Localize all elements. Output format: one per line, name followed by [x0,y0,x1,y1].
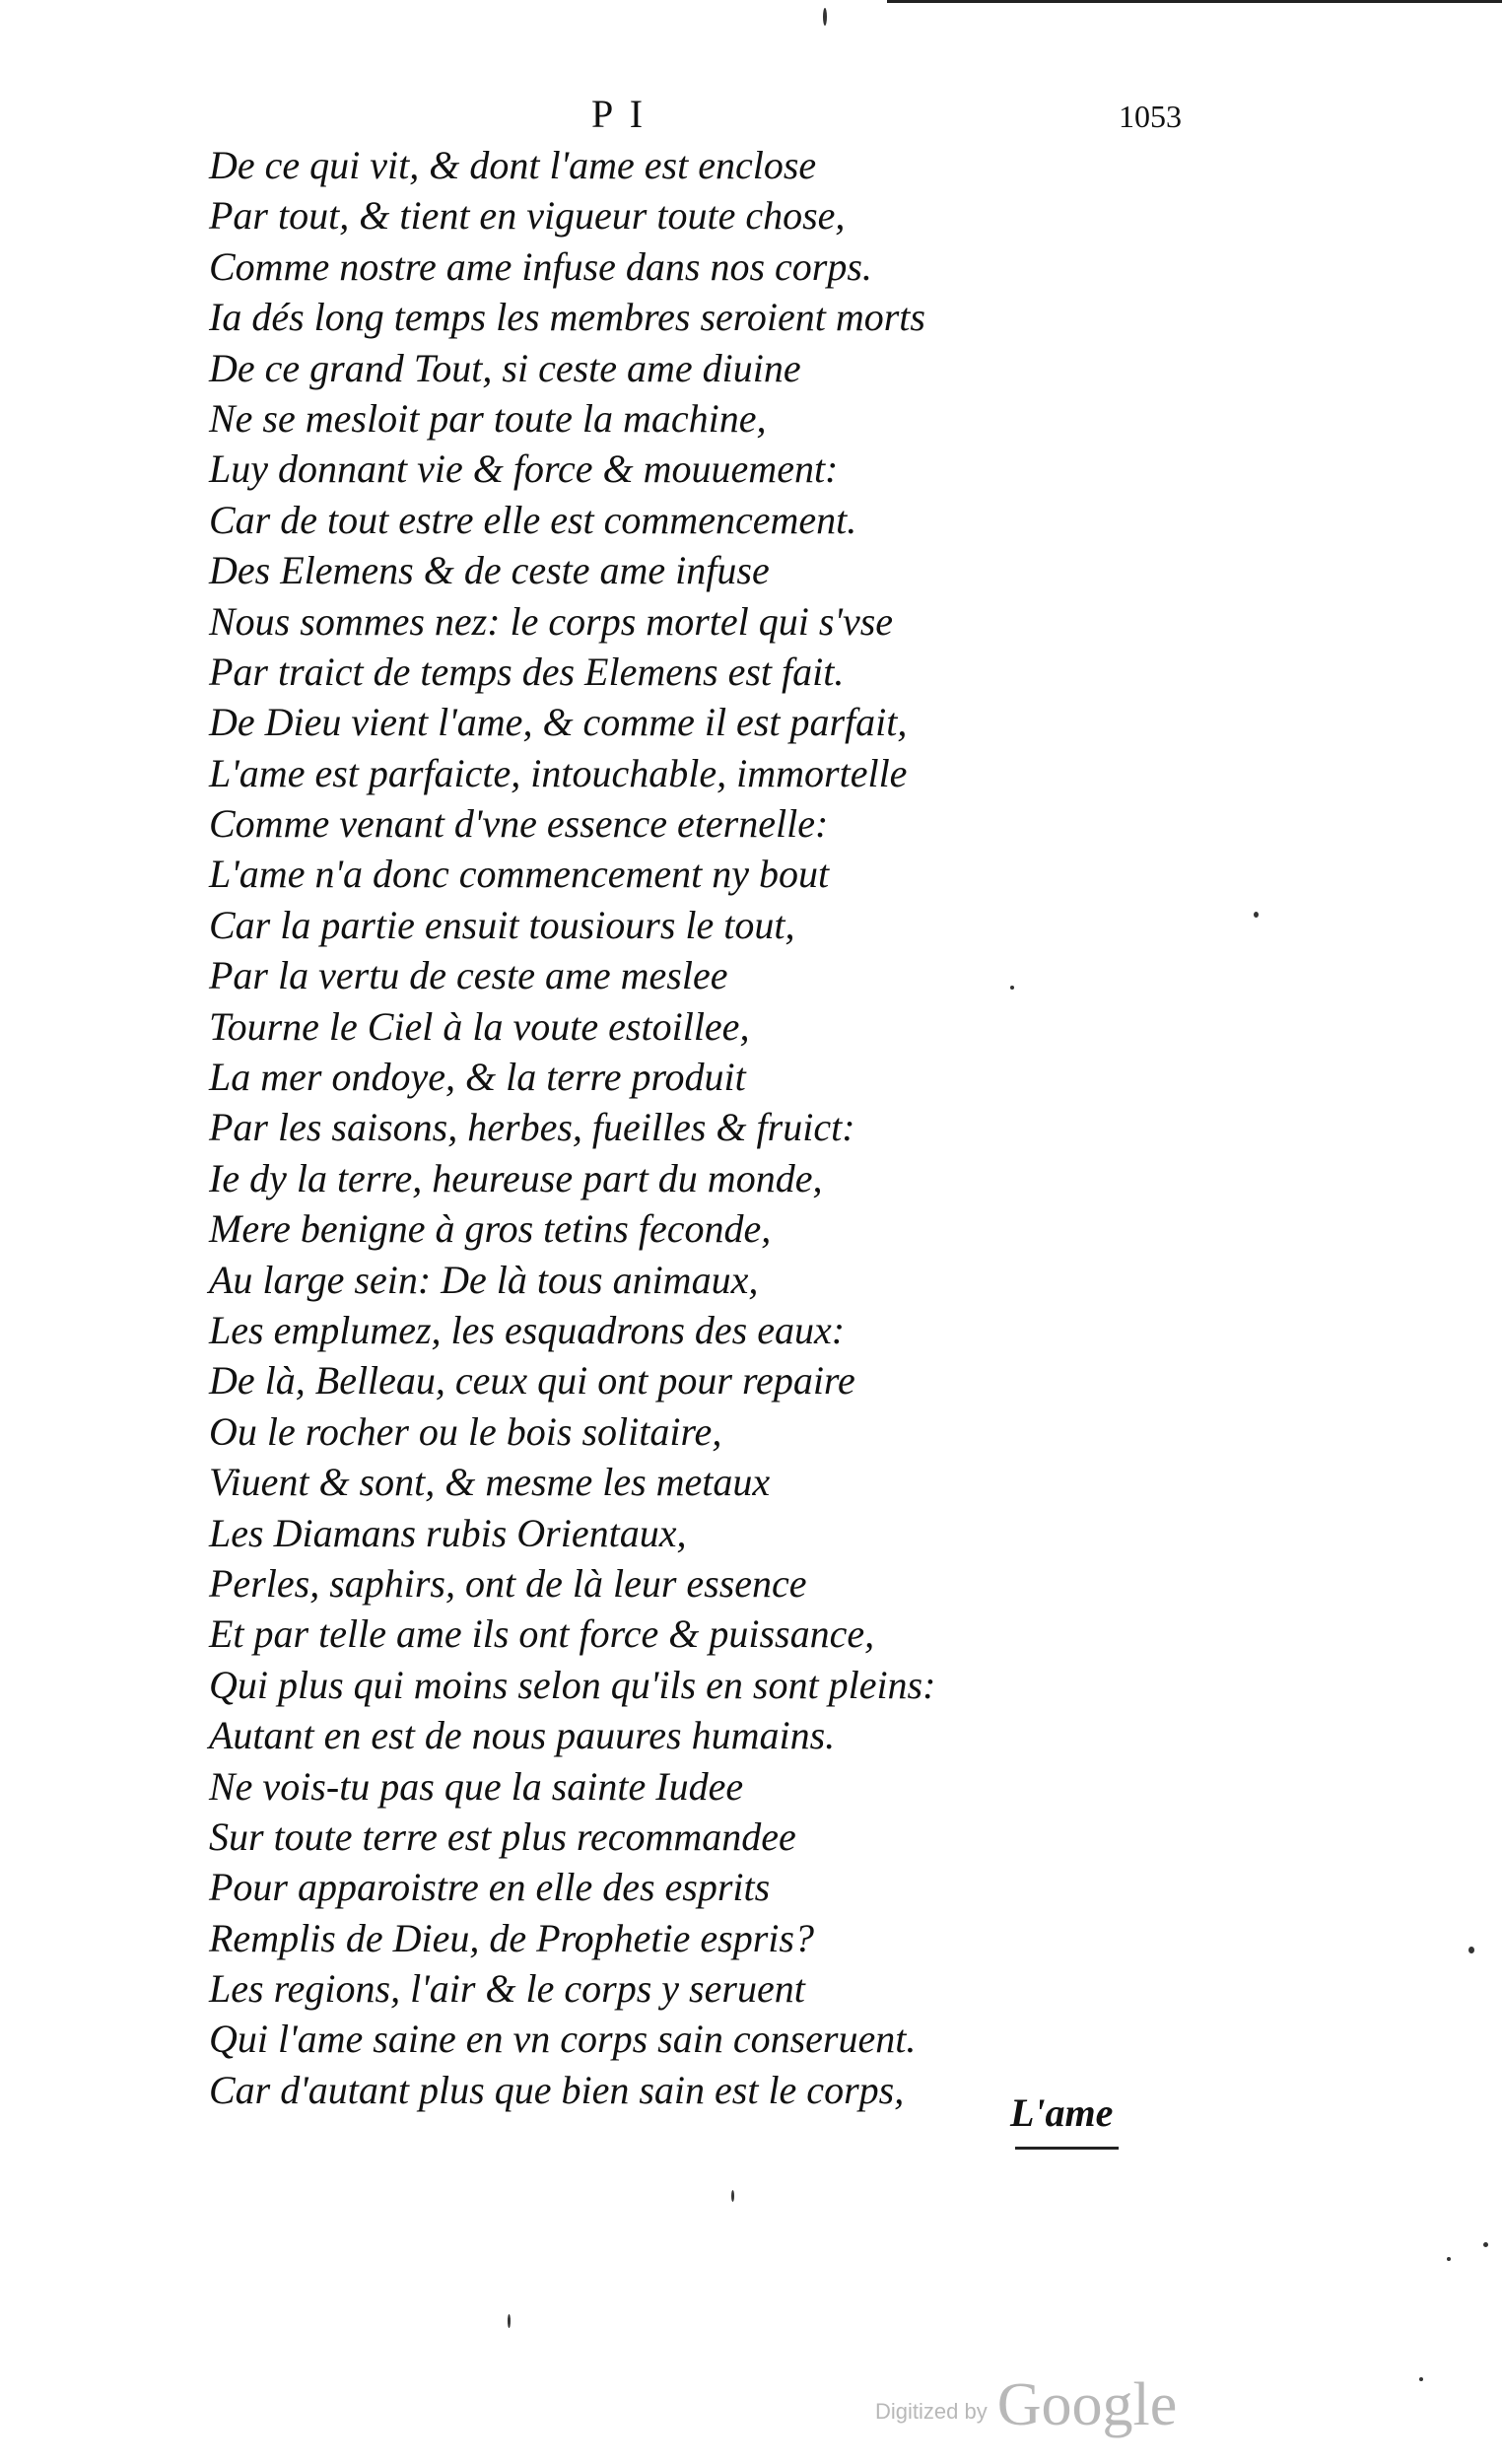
verse-line: Mere benigne à gros tetins feconde, [209,1206,772,1252]
verse-line: Ne vois-tu pas que la sainte Iudee [209,1763,744,1809]
verse-line: Les emplumez, les esquadrons des eaux: [209,1307,846,1352]
verse-line: Car de tout estre elle est commencement. [209,497,857,542]
scan-speck [1010,986,1014,990]
verse-line: Qui plus qui moins selon qu'ils en sont pleins: [209,1662,936,1707]
verse-line: De ce grand Tout, si ceste ame diuine [209,345,801,390]
verse-line: Par traict de temps des Elemens est fait. [209,649,845,694]
verse-line: L'ame n'a donc commencement ny bout [209,852,830,897]
verse-line: Des Elemens & de ceste ame infuse [209,548,770,593]
verse-line: Pour apparoistre en elle des esprits [209,1865,771,1910]
scan-speck [1254,912,1259,918]
verse-line: Par la vertu de ceste ame meslee [209,953,728,998]
scan-speck [1447,2257,1451,2261]
verse-line: Ne se mesloit par toute la machine, [209,395,767,441]
verse-line: Sur toute terre est plus recommandee [209,1814,796,1859]
scan-speck [508,2314,511,2328]
verse-line: Ie dy la terre, heureuse part du monde, [209,1155,823,1200]
verse-line: Autant en est de nous pauures humains. [209,1713,836,1758]
verse-line: Comme nostre ame infuse dans nos corps. [209,243,872,289]
verse-line: Perles, saphirs, ont de là leur essence [209,1560,807,1606]
top-rule [887,0,1502,3]
scan-speck [731,2190,734,2202]
verse-line: Par tout, & tient en vigueur toute chose, [209,193,846,239]
verse-line: Car d'autant plus que bien sain est le corps, [209,2067,905,2112]
verse-line: Au large sein: De là tous animaux, [209,1257,759,1302]
watermark-prefix: Digitized by [875,2399,988,2424]
scan-speck [1468,1947,1474,1953]
scan-speck [1483,2242,1488,2247]
verse-line: Luy donnant vie & force & mouuement: [209,446,839,492]
verse-line: Les Diamans rubis Orientaux, [209,1510,687,1555]
catchword-underline [1015,2147,1119,2150]
verse-line: De ce qui vit, & dont l'ame est enclose [209,143,817,187]
verse-line: L'ame est parfaicte, intouchable, immortelle [209,750,908,795]
verse-line: Viuent & sont, & mesme les metaux [209,1460,771,1505]
verse-line: Tourne le Ciel à la voute estoillee, [209,1003,750,1049]
verse-line: La mer ondoye, & la terre produit [209,1055,746,1100]
verse-line: Ia dés long temps les membres seroient morts [209,295,925,340]
page-number: 1053 [1119,99,1182,134]
google-logo: Google [996,2371,1178,2438]
verse-line: Remplis de Dieu, de Prophetie espris? [209,1915,814,1960]
verse-block [209,140,1195,2115]
verse-line: Et par telle ame ils ont force & puissance, [209,1611,875,1657]
verse-line: Nous sommes nez: le corps mortel qui s'vse [209,598,894,644]
verse-line: De Dieu vient l'ame, & comme il est parfait, [209,700,908,745]
verse-line: Les regions, l'air & le corps y seruent [209,1966,805,2012]
verse-line: Par les saisons, herbes, fueilles & fruict: [209,1105,855,1150]
scan-speck [1419,2377,1423,2381]
verse-line: Car la partie ensuit tousiours le tout, [209,902,795,947]
digitized-watermark [875,2370,1177,2440]
verse-line: De là, Belleau, ceux qui ont pour repaire [209,1358,855,1403]
verse-line: Ou le rocher ou le bois solitaire, [209,1408,722,1454]
verse-line: Comme venant d'vne essence eternelle: [209,801,829,847]
scan-speck [823,8,827,26]
verse-line: Qui l'ame saine en vn corps sain conseruent. [209,2017,917,2062]
catchword: L'ame [1010,2090,1114,2135]
running-head: P I [591,92,648,136]
